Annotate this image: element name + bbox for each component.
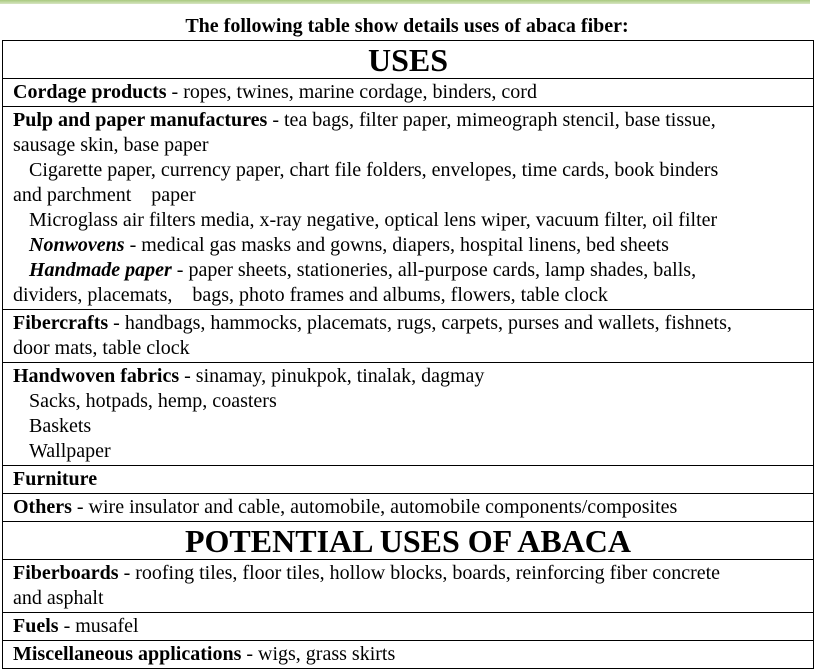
handwoven-line-1 <box>13 364 807 389</box>
category-label: Handwoven fabrics <box>13 365 180 387</box>
pulp-line-1 <box>13 108 807 133</box>
row-fibercrafts <box>3 310 813 363</box>
top-accent-bar <box>0 0 810 4</box>
fiberboards-line-1 <box>13 561 807 586</box>
fiberboards-line-2: and asphalt <box>13 587 104 609</box>
pulp-line-4: and parchment paper <box>13 184 196 206</box>
category-label: Pulp and paper manufactures <box>13 109 268 131</box>
row-text: - sinamay, pinukpok, tinalak, dagmay <box>179 365 485 387</box>
row-text: - wire insulator and cable, automobile, automobile components/composites <box>71 496 678 518</box>
fuels-line <box>13 614 807 639</box>
row-fuels <box>3 613 813 641</box>
row-text: - medical gas masks and gowns, diapers, hospital linens, bed sheets <box>124 234 669 256</box>
category-label: Fuels <box>13 615 59 637</box>
category-label: Furniture <box>13 468 98 490</box>
row-text: - wigs, grass skirts <box>241 643 396 665</box>
uses-heading: USES <box>3 41 813 79</box>
handwoven-line-2: Sacks, hotpads, hemp, coasters <box>29 390 277 412</box>
fibercrafts-line-1 <box>13 311 807 336</box>
row-pulp-and-paper <box>3 107 813 310</box>
row-text: - musafel <box>58 615 139 637</box>
row-others <box>3 494 813 522</box>
category-label: Others <box>13 496 72 518</box>
pulp-line-2: sausage skin, base paper <box>13 134 209 156</box>
others-line <box>13 495 807 520</box>
row-miscellaneous <box>3 641 813 669</box>
category-label: Miscellaneous applications <box>13 643 242 665</box>
handmade-line-2: dividers, placemats, bags, photo frames and albums, flowers, table clock <box>13 284 608 306</box>
misc-line <box>13 642 807 667</box>
furniture-line <box>13 467 807 492</box>
handwoven-line-4: Wallpaper <box>29 440 111 462</box>
category-label: Fibercrafts <box>13 312 109 334</box>
nonwovens-line <box>13 233 807 258</box>
subcategory-label: Nonwovens <box>29 234 125 256</box>
row-text: - roofing tiles, floor tiles, hollow blocks, boards, reinforcing fiber concrete <box>118 562 721 584</box>
row-cordage-products <box>3 79 813 107</box>
row-handwoven-fabrics <box>3 363 813 466</box>
handwoven-line-3: Baskets <box>29 415 92 437</box>
fibercrafts-line-2: door mats, table clock <box>13 337 190 359</box>
handmade-line-1 <box>13 258 807 283</box>
pulp-line-3: Cigarette paper, currency paper, chart file folders, envelopes, time cards, book binders <box>29 159 719 181</box>
row-text: - paper sheets, stationeries, all-purpose cards, lamp shades, balls, <box>171 259 697 281</box>
potential-uses-heading: POTENTIAL USES OF ABACA <box>3 522 813 560</box>
category-label: Fiberboards <box>13 562 119 584</box>
row-text: - handbags, hammocks, placemats, rugs, carpets, purses and wallets, fishnets, <box>108 312 732 334</box>
row-furniture <box>3 466 813 494</box>
pulp-line-5: Microglass air filters media, x-ray negative, optical lens wiper, vacuum filter, oil filter <box>29 209 718 231</box>
cordage-line <box>13 80 807 105</box>
row-text: - tea bags, filter paper, mimeograph stencil, base tissue, <box>267 109 716 131</box>
abaca-uses-table <box>2 40 814 669</box>
category-label: Cordage products <box>13 81 167 103</box>
table-caption: The following table show details uses of abaca fiber: <box>185 15 629 37</box>
row-text: - ropes, twines, marine cordage, binders, cord <box>166 81 537 103</box>
subcategory-label: Handmade paper <box>29 259 172 281</box>
row-fiberboards <box>3 560 813 613</box>
